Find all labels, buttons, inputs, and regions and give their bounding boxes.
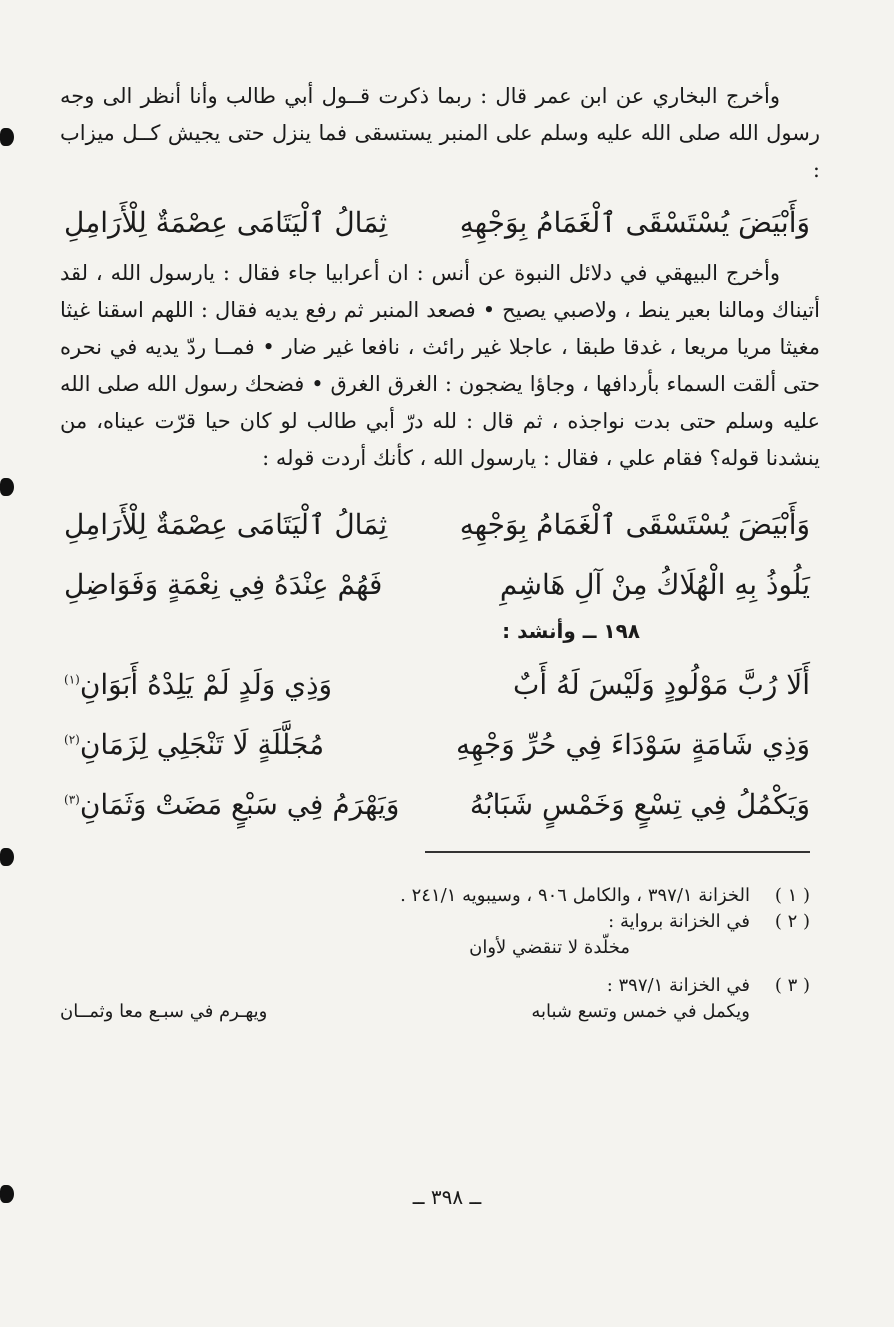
verse-first-hemistich: وَذِي شَامَةٍ سَوْدَاءَ فِي حُرِّ وَجْهِهِ <box>456 727 810 761</box>
verse-line <box>60 657 820 711</box>
footnote-verse <box>60 999 820 1025</box>
footnote-marker: (٢) <box>64 732 80 747</box>
verse-second-hemistich: ثِمَالُ ٱلْيَتَامَى عِصْمَةٌ لِلْأَرَامِلِ <box>64 507 388 541</box>
footnote-number: ( ٢ ) <box>774 911 810 932</box>
verse-text: وَذِي وَلَدٍ لَمْ يَلِدْهُ أَبَوَانِ <box>79 667 333 701</box>
footnote-text: في الخزانة برواية : <box>608 911 750 932</box>
verse-first-hemistich: وَأَبْيَضَ يُسْتَسْقَى ٱلْغَمَامُ بِوَجْهِهِ <box>459 507 810 541</box>
paragraph-bayhaqi: وأخرج البيهقي في دلائل النبوة عن أنس : ان أعرابيا جاء فقال : يارسول الله ، لقد أتيناك ومالنا بعير ينط ، ولاصبي يصيح • فصعد المنبر ثم رفع يديه فقال : اللهم اسقنا غيثا مغيثا مريا مريعا ، غدقا طبقا ، عاجلا غير رائث ، نافعا غير ضار • فمــا ردّ يديه في نحره حتى ألقت السماء بأردافها ، وجاؤا يضجون : الغرق الغرق • فضحك رسول الله صلى الله عليه وسلم حتى بدت نواجذه ، ثم قال : لله درّ أبي طالب لو كان حيا قرّت عيناه، من ينشدنا قوله؟ فقام علي ، فقال : يارسول الله ، كأنك أردت قوله : <box>60 261 820 470</box>
footnote <box>60 883 820 909</box>
page-number: ــ ٣٩٨ ــ <box>412 1185 482 1209</box>
footnote-number: ( ٣ ) <box>774 975 810 996</box>
verse-line <box>60 497 820 551</box>
footnote-verse-second: ويهـرم في سبـع معا وثمــان <box>60 1001 268 1022</box>
scan-mark <box>0 128 14 146</box>
footnote-text: في الخزانة ٣٩٧/١ : <box>606 975 750 996</box>
verse-line <box>60 195 820 249</box>
verse-text: وَيَهْرَمُ فِي سَبْعٍ مَضَتْ وَثَمَانِ <box>79 787 400 821</box>
verse-first-hemistich: وَيَكْمُلُ فِي تِسْعٍ وَخَمْسٍ شَبَابُهُ <box>469 787 810 821</box>
verse-second-hemistich <box>60 788 399 821</box>
footnote-verse-first: ويكمل في خمس وتسع شبابه <box>531 1001 750 1022</box>
verse-second-hemistich <box>60 668 332 701</box>
footnote-divider <box>425 851 810 853</box>
verse-text: مُجَلَّلَةٍ لَا تَنْجَلِي لِزَمَانِ <box>79 727 325 761</box>
footnote <box>60 973 820 999</box>
verse-second-hemistich: فَهُمْ عِنْدَهُ فِي نِعْمَةٍ وَفَوَاضِلِ <box>64 567 383 601</box>
verse-second-hemistich <box>60 728 324 761</box>
section-heading: ١٩٨ ــ وأنشد : <box>502 619 640 643</box>
footnote-text: الخزانة ٣٩٧/١ ، والكامل ٩٠٦ ، وسيبويه ٢٤١/١ . <box>400 885 750 906</box>
verse-line <box>60 777 820 831</box>
scan-mark <box>0 848 14 866</box>
footnote-marker: (٣) <box>64 792 80 807</box>
verse-line <box>60 557 820 611</box>
paragraph-bukhari: وأخرج البخاري عن ابن عمر قال : ربما ذكرت قــول أبي طالب وأنا أنظر الى وجه رسول الله صلى الله عليه وسلم على المنبر يستسقى فما ينزل حتى يجيش كــل ميزاب : <box>60 84 820 182</box>
footnote-variant: مخلّدة لا تنقضي لأوان <box>469 937 630 958</box>
verse-first-hemistich: أَلَا رُبَّ مَوْلُودٍ وَلَيْسَ لَهُ أَبٌ <box>513 667 810 701</box>
scan-mark <box>0 478 14 496</box>
verse-first-hemistich: وَأَبْيَضَ يُسْتَسْقَى ٱلْغَمَامُ بِوَجْهِهِ <box>459 205 810 239</box>
footnote <box>60 909 820 935</box>
verse-first-hemistich: يَلُوذُ بِهِ الْهُلَاكُ مِنْ آلِ هَاشِمِ <box>499 567 810 601</box>
footnote-marker: (١) <box>64 672 80 687</box>
footnote-number: ( ١ ) <box>774 885 810 906</box>
verse-line <box>60 717 820 771</box>
page-body <box>60 70 820 1310</box>
verse-second-hemistich: ثِمَالُ ٱلْيَتَامَى عِصْمَةٌ لِلْأَرَامِلِ <box>64 205 388 239</box>
